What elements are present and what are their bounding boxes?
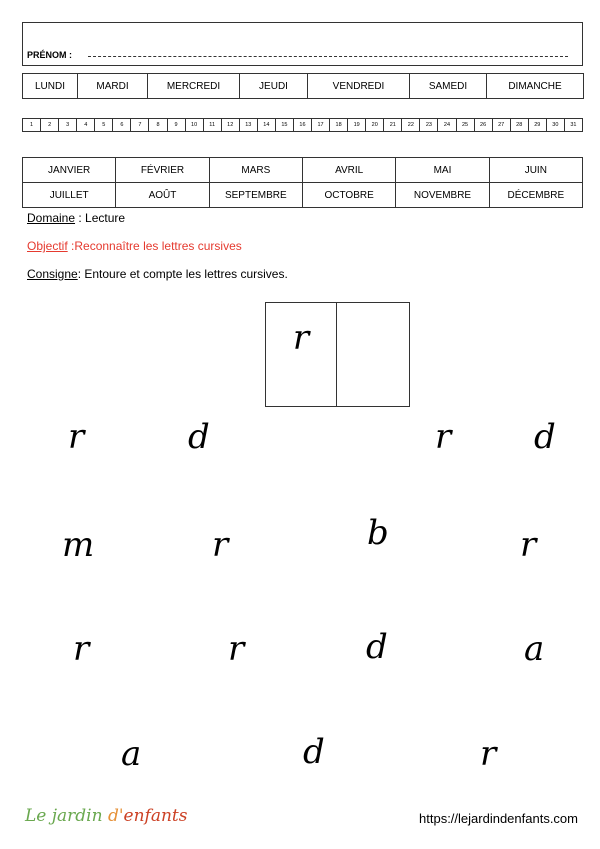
month-cell[interactable]: MAI bbox=[396, 158, 489, 183]
cursive-letter[interactable]: r bbox=[228, 629, 245, 669]
day-number-cell[interactable]: 9 bbox=[167, 119, 185, 132]
day-number-cell[interactable]: 31 bbox=[564, 119, 582, 132]
objectif-text: :Reconnaître les lettres cursives bbox=[67, 239, 242, 253]
day-number-cell[interactable]: 5 bbox=[95, 119, 113, 132]
months-table bbox=[22, 157, 583, 208]
consigne-text: : Entoure et compte les lettres cursives. bbox=[77, 267, 288, 281]
day-number-cell[interactable]: 27 bbox=[492, 119, 510, 132]
cursive-letter[interactable]: d bbox=[303, 732, 325, 772]
day-numbers-table bbox=[22, 118, 583, 132]
day-number-cell[interactable]: 13 bbox=[239, 119, 257, 132]
day-number-cell[interactable]: 30 bbox=[546, 119, 564, 132]
target-letter: r bbox=[292, 318, 310, 358]
prenom-dotted-line bbox=[88, 56, 568, 57]
site-logo[interactable] bbox=[25, 806, 188, 826]
box-divider bbox=[336, 303, 337, 406]
site-url[interactable]: https://lejardindenfants.com bbox=[419, 811, 578, 826]
day-cell[interactable]: VENDREDI bbox=[308, 74, 410, 99]
month-cell[interactable]: JUILLET bbox=[23, 183, 116, 208]
day-number-cell[interactable]: 12 bbox=[221, 119, 239, 132]
day-number-cell[interactable]: 18 bbox=[330, 119, 348, 132]
logo-part: d' bbox=[107, 806, 124, 826]
days-table bbox=[22, 73, 584, 99]
day-number-cell[interactable]: 2 bbox=[41, 119, 59, 132]
day-number-cell[interactable]: 1 bbox=[23, 119, 41, 132]
consigne-line bbox=[27, 267, 288, 281]
month-cell[interactable]: AOÛT bbox=[116, 183, 209, 208]
day-number-cell[interactable]: 4 bbox=[77, 119, 95, 132]
month-cell[interactable]: JUIN bbox=[489, 158, 582, 183]
day-number-cell[interactable]: 26 bbox=[474, 119, 492, 132]
day-cell[interactable]: JEUDI bbox=[240, 74, 308, 99]
cursive-letter[interactable]: r bbox=[480, 734, 497, 774]
day-number-cell[interactable]: 6 bbox=[113, 119, 131, 132]
cursive-letter[interactable]: m bbox=[62, 525, 95, 565]
day-number-cell[interactable]: 25 bbox=[456, 119, 474, 132]
month-cell[interactable]: NOVEMBRE bbox=[396, 183, 489, 208]
domaine-line bbox=[27, 211, 125, 225]
month-cell[interactable]: AVRIL bbox=[302, 158, 395, 183]
day-number-cell[interactable]: 16 bbox=[293, 119, 311, 132]
month-cell[interactable]: DÉCEMBRE bbox=[489, 183, 582, 208]
target-letter-box bbox=[265, 302, 410, 407]
day-number-cell[interactable]: 14 bbox=[257, 119, 275, 132]
day-number-cell[interactable]: 29 bbox=[528, 119, 546, 132]
cursive-letter[interactable]: r bbox=[435, 417, 452, 457]
domaine-text: : Lecture bbox=[75, 211, 126, 225]
day-number-cell[interactable]: 17 bbox=[312, 119, 330, 132]
day-cell[interactable]: MARDI bbox=[78, 74, 148, 99]
month-cell[interactable]: JANVIER bbox=[23, 158, 116, 183]
day-cell[interactable]: MERCREDI bbox=[148, 74, 240, 99]
cursive-letter[interactable]: a bbox=[121, 734, 142, 774]
day-number-cell[interactable]: 23 bbox=[420, 119, 438, 132]
day-cell[interactable]: SAMEDI bbox=[410, 74, 487, 99]
month-cell[interactable]: SEPTEMBRE bbox=[209, 183, 302, 208]
cursive-letter[interactable]: r bbox=[520, 525, 537, 565]
day-number-cell[interactable]: 19 bbox=[348, 119, 366, 132]
month-cell[interactable]: MARS bbox=[209, 158, 302, 183]
day-number-cell[interactable]: 8 bbox=[149, 119, 167, 132]
day-number-cell[interactable]: 21 bbox=[384, 119, 402, 132]
cursive-letter[interactable]: d bbox=[188, 417, 210, 457]
day-number-cell[interactable]: 24 bbox=[438, 119, 456, 132]
day-cell[interactable]: DIMANCHE bbox=[487, 74, 584, 99]
cursive-letter[interactable]: d bbox=[366, 627, 388, 667]
objectif-line bbox=[27, 239, 242, 253]
prenom-field[interactable] bbox=[22, 22, 583, 66]
logo-part: enfants bbox=[123, 806, 188, 826]
day-number-cell[interactable]: 7 bbox=[131, 119, 149, 132]
month-cell[interactable]: FÉVRIER bbox=[116, 158, 209, 183]
day-number-cell[interactable]: 20 bbox=[366, 119, 384, 132]
cursive-letter[interactable]: a bbox=[524, 629, 545, 669]
cursive-letter[interactable]: r bbox=[212, 525, 229, 565]
objectif-label: Objectif bbox=[27, 239, 68, 253]
day-number-cell[interactable]: 15 bbox=[275, 119, 293, 132]
month-cell[interactable]: OCTOBRE bbox=[302, 183, 395, 208]
day-number-cell[interactable]: 10 bbox=[185, 119, 203, 132]
cursive-letter[interactable]: b bbox=[367, 513, 389, 553]
prenom-label: PRÉNOM : bbox=[27, 50, 72, 60]
day-number-cell[interactable]: 28 bbox=[510, 119, 528, 132]
logo-part: jardin bbox=[51, 806, 108, 826]
cursive-letter[interactable]: d bbox=[534, 417, 556, 457]
day-number-cell[interactable]: 11 bbox=[203, 119, 221, 132]
day-cell[interactable]: LUNDI bbox=[23, 74, 78, 99]
day-number-cell[interactable]: 22 bbox=[402, 119, 420, 132]
cursive-letter[interactable]: r bbox=[68, 417, 85, 457]
cursive-letter[interactable]: r bbox=[73, 629, 90, 669]
logo-part: Le bbox=[25, 806, 52, 826]
consigne-label: Consigne bbox=[27, 267, 78, 281]
day-number-cell[interactable]: 3 bbox=[59, 119, 77, 132]
domaine-label: Domaine bbox=[27, 211, 76, 225]
